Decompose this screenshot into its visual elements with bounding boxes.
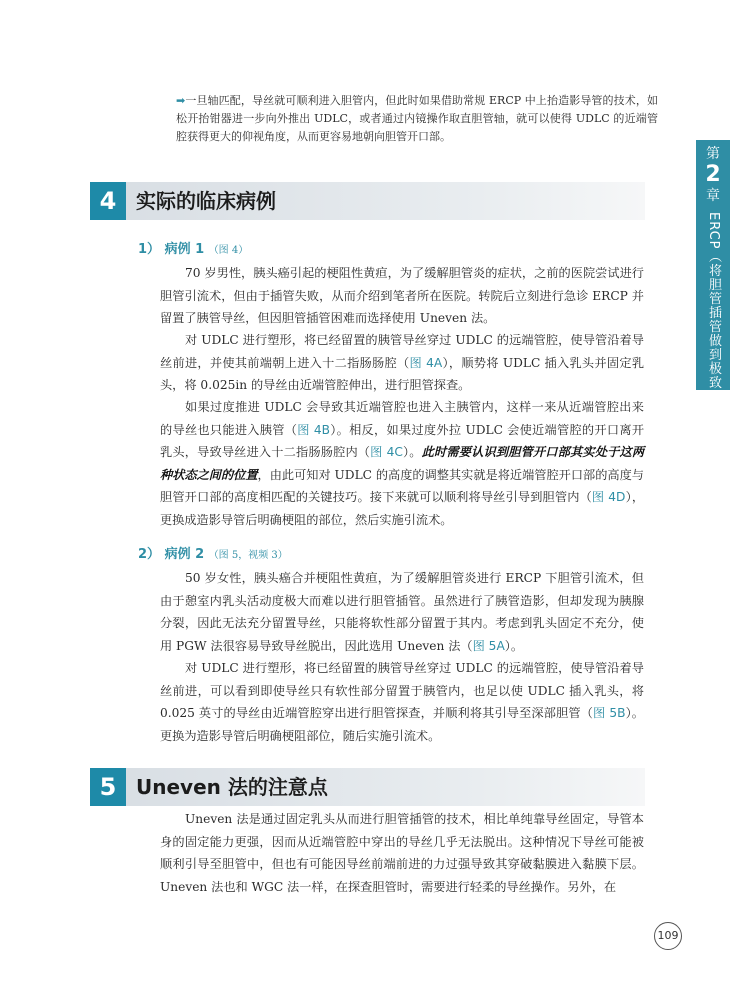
case-1-heading-text: 1） 病例 1 bbox=[138, 242, 205, 257]
case-2-p2-text-b: ）。更换为造影导管后明确梗阻部位，随后实施引流术。 bbox=[160, 706, 644, 743]
case-2-p1-text-b: ）。 bbox=[504, 638, 524, 653]
section-5-paragraph bbox=[160, 808, 644, 898]
section-5-header bbox=[90, 768, 645, 806]
section-4-title: 实际的临床病例 bbox=[136, 189, 276, 213]
case-2-heading-text: 2） 病例 2 bbox=[138, 547, 205, 562]
case-1-p3-text-a: 如果过度推进 UDLC 会导致其近端管腔也进入主胰管内，这样一来从近端管腔出来的导丝也只能进入胰管（ bbox=[160, 400, 644, 437]
case-2-p2-text-a: 对 UDLC 进行塑形，将已经留置的胰管导丝穿过 UDLC 的远端管腔，使导管沿着导丝前进，可以看到即使导丝只有软性部分留置于胰管内，也足以使 UDLC 插入乳头，将 0.025 英寸的导丝由近端管腔穿出进行胆管探查，并顺利将其引导至深部胆管（ bbox=[160, 661, 644, 720]
chapter-suffix: 章 bbox=[706, 188, 720, 204]
chapter-prefix: 第 bbox=[706, 146, 720, 162]
figure-4a-link[interactable]: 图 4A bbox=[409, 355, 443, 370]
figure-4d-link[interactable]: 图 4D bbox=[591, 490, 626, 504]
chapter-number: 2 bbox=[705, 162, 721, 187]
section-4-number: 4 bbox=[90, 182, 126, 220]
case-1-paragraph-2 bbox=[160, 329, 644, 397]
chapter-label bbox=[696, 146, 730, 204]
case-2-p1-text-a: 50 岁女性，胰头癌合并梗阻性黄疸，为了缓解胆管炎进行 ERCP 下胆管引流术，但由于憩室内乳头活动度极大而难以进行胆管插管。虽然进行了胰管造影，但却发现为胰腺分裂，因此无法充分留置导丝，只能将软性部分留置于其内。考虑到乳头固定不充分，使用 PGW 法很容易导致导丝脱出，因此选用 Uneven 法（ bbox=[160, 571, 644, 653]
chapter-title: ERCP（将胆管插管做到极致） bbox=[706, 212, 721, 404]
section-5-title: Uneven 法的注意点 bbox=[136, 775, 328, 799]
case-1-p3-text-b: ）。相反，如果过度外拉 UDLC 会使近端管腔的开口离开乳头，导致导丝进入十二指肠肠腔内（ bbox=[160, 422, 645, 459]
case-1-paragraph-3 bbox=[160, 396, 644, 531]
case-1-p3-text-e: ），更换成造影导管后明确梗阻的部位，然后实施引流术。 bbox=[160, 490, 645, 527]
figure-5a-link[interactable]: 图 5A bbox=[472, 638, 505, 653]
chapter-side-tab bbox=[696, 140, 730, 404]
case-1-p2-text-b: ），顺势将 UDLC 插入乳头并固定乳头，将 0.025in 的导丝由近端管腔伸出，进行胆管探查。 bbox=[160, 355, 645, 392]
case-1-p3-text-c: ）。 bbox=[402, 445, 422, 459]
figure-4c-link[interactable]: 图 4C bbox=[370, 445, 403, 459]
case-1-p2-text-a: 对 UDLC 进行塑形，将已经留置的胰管导丝穿过 UDLC 的远端管腔，使导管沿着导丝前进，并使其前端朝上进入十二指肠肠腔（ bbox=[160, 333, 644, 370]
section-5-number: 5 bbox=[90, 768, 126, 806]
case-1-emphasis: 此时需要认识到胆管开口部其实处于这两种状态之间的位置 bbox=[160, 445, 645, 482]
top-note-text: 一旦轴匹配，导丝就可顺利进入胆管内，但此时如果借助常规 ERCP 中上抬造影导管的技术，如松开抬钳器进一步向外推出 UDLC，或者通过内镜操作取直胆管轴，就可以使得 UDLC 的近端管腔获得更大的仰视角度，从而更容易地朝向胆管开口部。 bbox=[176, 94, 658, 143]
case-2-figure-ref: （图 5，视频 3） bbox=[208, 550, 288, 561]
section-5-text: Uneven 法是通过固定乳头从而进行胆管插管的技术，相比单纯靠导丝固定，导管本身的固定能力更强，因而从近端管腔中穿出的导丝几乎无法脱出。这种情况下导丝可能被顺利引导至胆管中，但也有可能因导丝前端前进的力过强导致其穿破黏膜进入黏膜下层。Uneven 法也和 WGC 法一样，在探查胆管时，需要进行轻柔的导丝操作。另外，在 bbox=[160, 812, 644, 894]
case-1-p1-text: 70 岁男性，胰头癌引起的梗阻性黄疸，为了缓解胆管炎的症状，之前的医院尝试进行胆管引流术，但由于插管失败，从而介绍到笔者所在医院。转院后立刻进行急诊 ERCP 并留置了胰管导丝，但因胆管插管困难而选择使用 Uneven 法。 bbox=[160, 266, 644, 325]
arrow-right-icon: ➡ bbox=[176, 94, 186, 107]
case-2-paragraph-2 bbox=[160, 657, 644, 747]
case-2-paragraph-1 bbox=[160, 567, 644, 657]
case-1-paragraph-1 bbox=[160, 262, 644, 330]
top-note bbox=[176, 92, 658, 146]
page-number: 109 bbox=[654, 922, 682, 950]
section-4-header bbox=[90, 182, 645, 220]
case-1-figure-ref: （图 4） bbox=[208, 245, 249, 256]
case-2-heading bbox=[138, 543, 288, 562]
case-1-heading bbox=[138, 238, 248, 257]
figure-5b-link[interactable]: 图 5B bbox=[593, 706, 626, 720]
case-1-p3-text-d: ，由此可知对 UDLC 的高度的调整其实就是将近端管腔开口部的高度与胆管开口部的高度相匹配的关键技巧。接下来就可以顺利将导丝引导到胆管内（ bbox=[160, 467, 644, 504]
figure-4b-link[interactable]: 图 4B bbox=[297, 422, 330, 437]
